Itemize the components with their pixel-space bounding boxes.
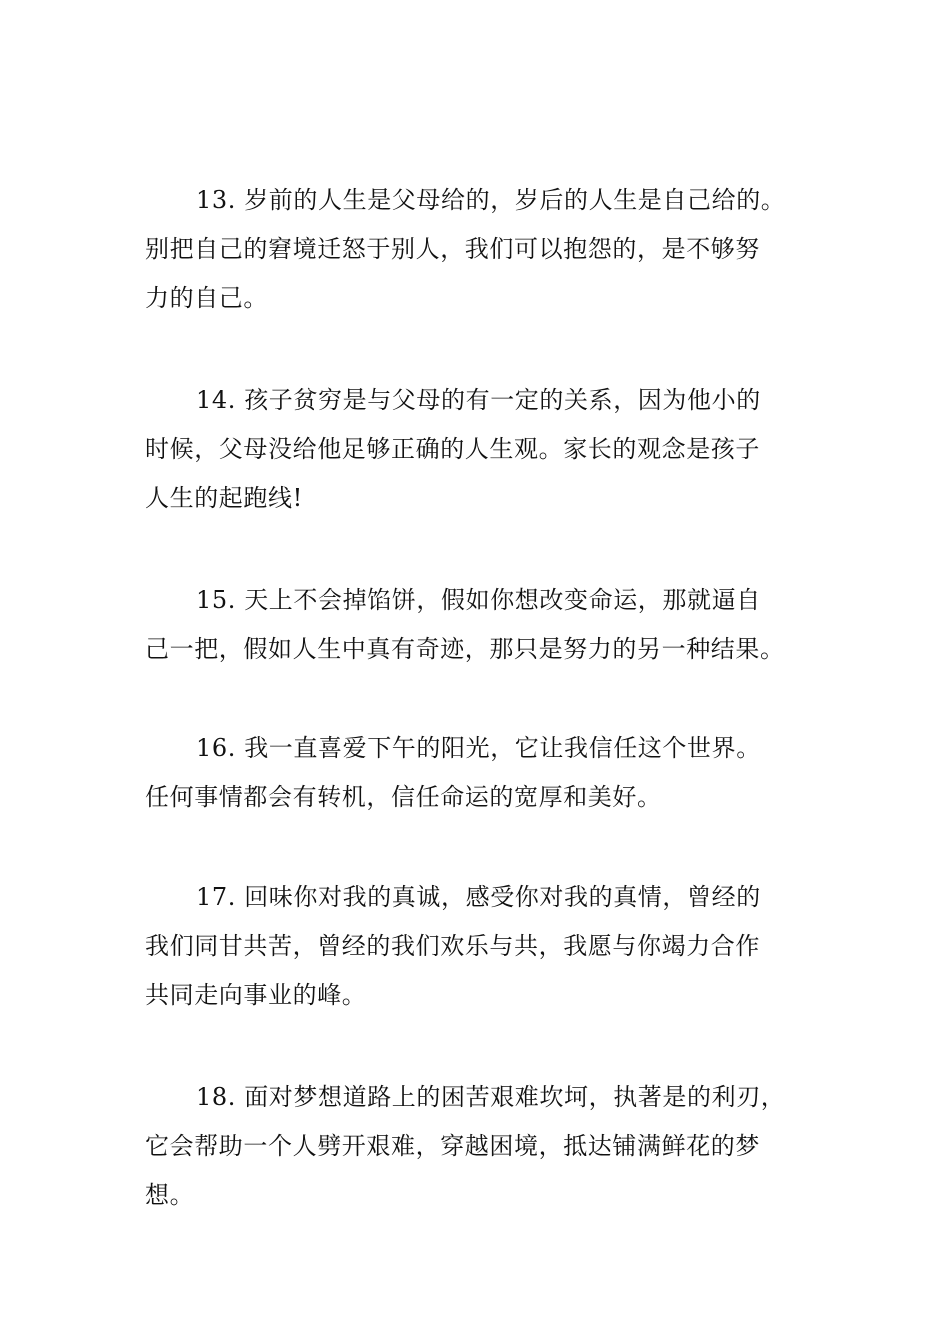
paragraph-line: 14. 孩子贫穷是与父母的有一定的关系，因为他小的: [196, 386, 761, 414]
paragraph-line: 想。: [145, 1181, 195, 1209]
paragraph-line: 15. 天上不会掉馅饼，假如你想改变命运，那就逼自: [196, 586, 761, 614]
paragraph-line: 共同走向事业的峰。: [145, 981, 367, 1009]
paragraph-line: 别把自己的窘境迁怒于别人，我们可以抱怨的，是不够努: [145, 235, 760, 263]
paragraph-line: 16. 我一直喜爱下午的阳光，它让我信任这个世界。: [196, 734, 761, 762]
paragraph-line: 时候，父母没给他足够正确的人生观。家长的观念是孩子: [145, 435, 760, 463]
paragraph-line: 18. 面对梦想道路上的困苦艰难坎坷，执著是的利刃，: [196, 1083, 786, 1111]
paragraph-line: 人生的起跑线!: [145, 484, 303, 512]
paragraph-line: 17. 回味你对我的真诚，感受你对我的真情，曾经的: [196, 883, 761, 911]
paragraph-line: 它会帮助一个人劈开艰难，穿越困境，抵达铺满鲜花的梦: [145, 1132, 760, 1160]
paragraph-line: 我们同甘共苦，曾经的我们欢乐与共，我愿与你竭力合作: [145, 932, 760, 960]
paragraph-line: 力的自己。: [145, 284, 268, 312]
paragraph-line: 13. 岁前的人生是父母给的，岁后的人生是自己给的。: [196, 186, 786, 214]
paragraph-line: 己一把，假如人生中真有奇迹，那只是努力的另一种结果。: [145, 635, 785, 663]
paragraph-line: 任何事情都会有转机，信任命运的宽厚和美好。: [145, 783, 662, 811]
